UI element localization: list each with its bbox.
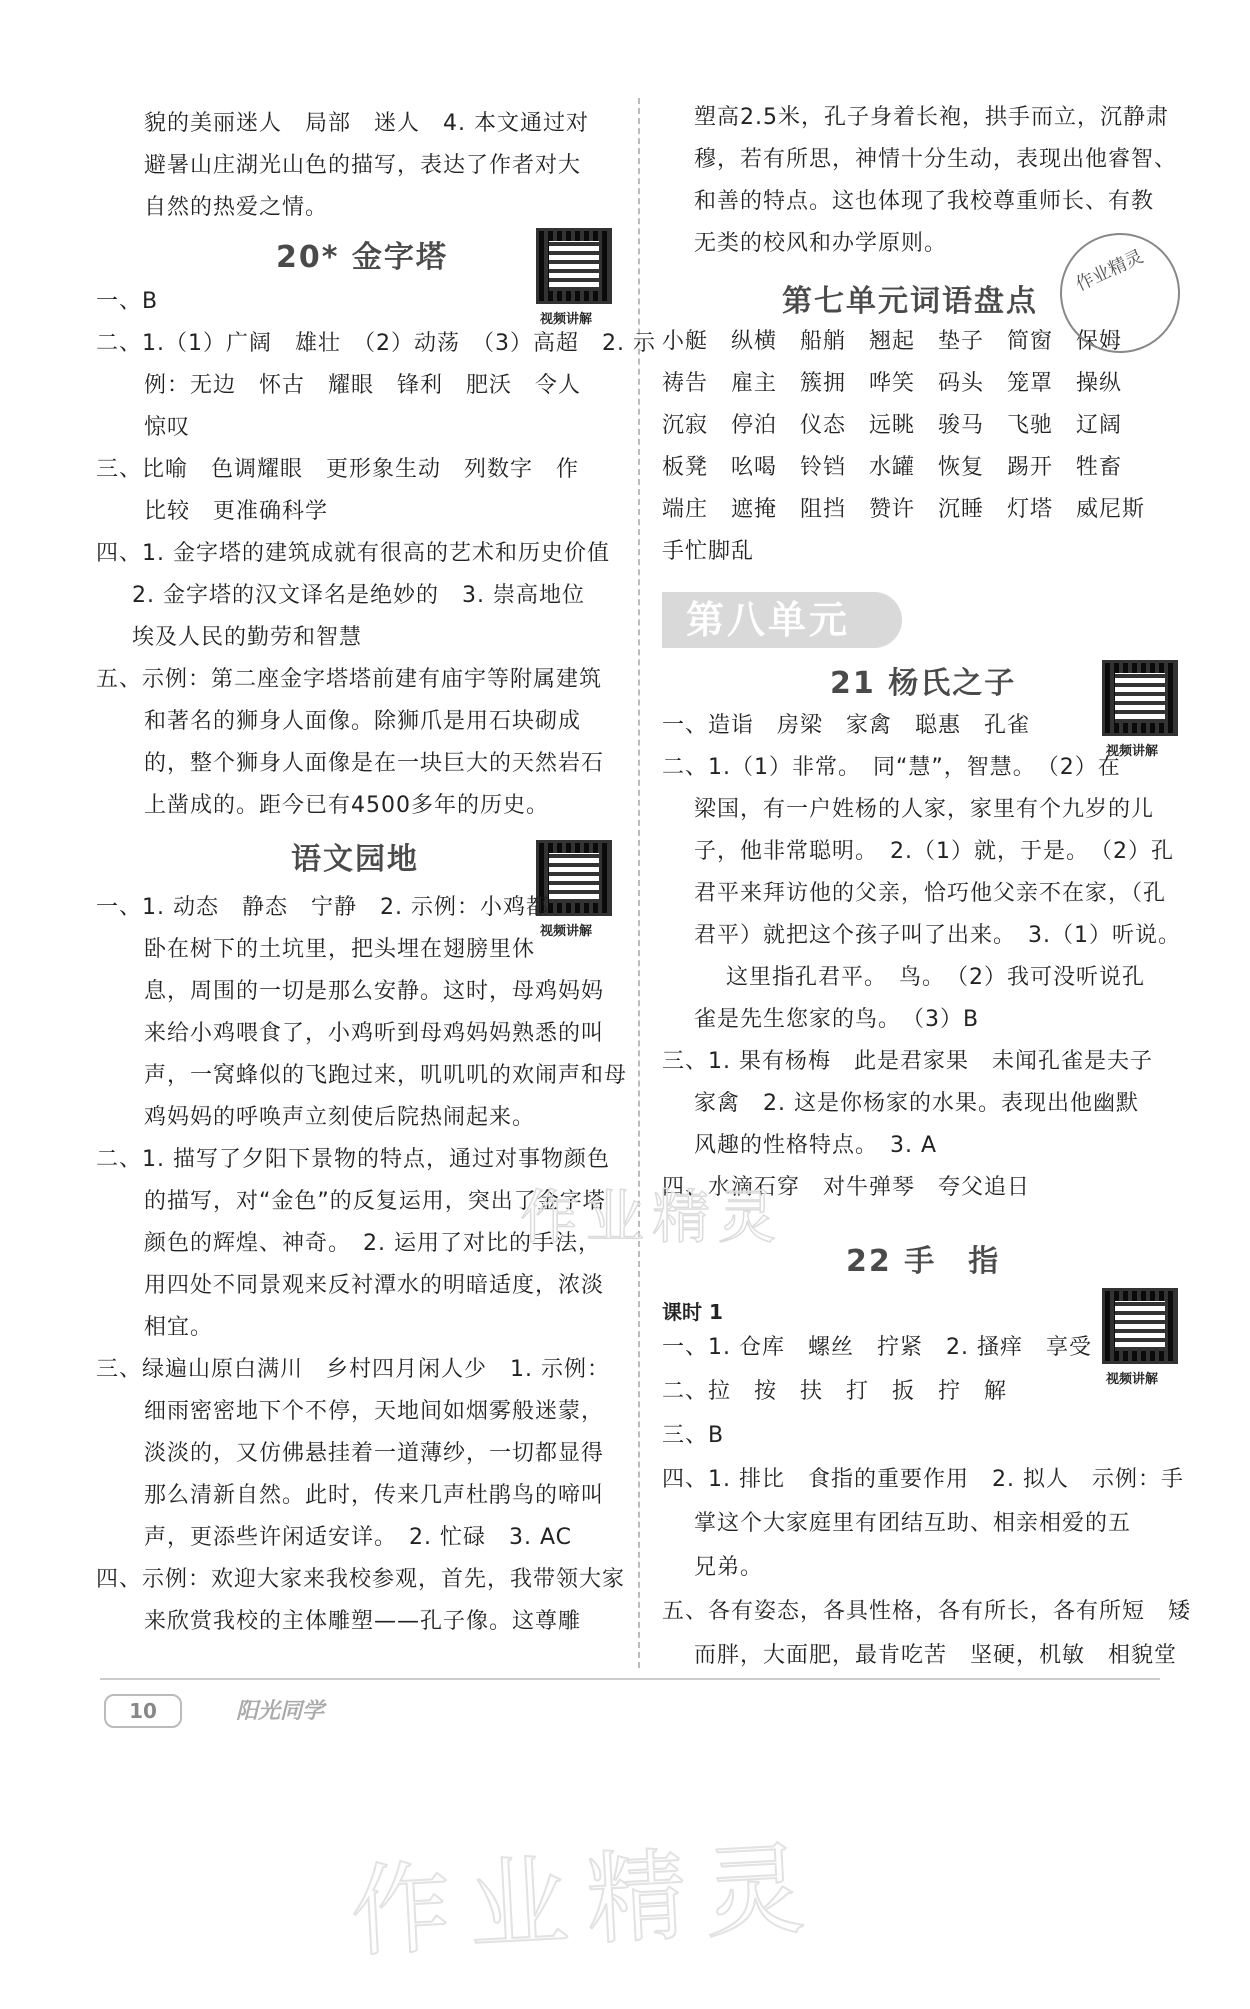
unit-banner: 第八单元 xyxy=(662,592,902,648)
text-line: 避暑山庄湖光山色的描写，表达了作者对大 xyxy=(144,153,582,178)
answer-line: 二、1. 描写了夕阳下景物的特点，通过对事物颜色 xyxy=(96,1147,610,1172)
answer-line: 二、1.（1）非常。 同“慧”，智慧。 （2）在 xyxy=(662,755,1121,780)
text-line: 貌的美丽迷人 局部 迷人 4. 本文通过对 xyxy=(144,111,589,136)
answer-line: 一、1. 动态 静态 宁静 2. 示例：小鸡都 xyxy=(96,895,549,920)
answer-line: 颜色的辉煌、神奇。 2. 运用了对比的手法， xyxy=(144,1231,601,1256)
page-number: 10 xyxy=(104,1694,182,1728)
vocab-row: 板凳 吆喝 铃铛 水罐 恢复 踢开 牲畜 xyxy=(662,455,1123,480)
answer-line: 掌这个大家庭里有团结互助、相亲相爱的五 xyxy=(694,1511,1132,1536)
answer-line: 一、B xyxy=(96,289,159,314)
qr-code-icon[interactable] xyxy=(1102,660,1178,736)
text-line: 穆，若有所思，神情十分生动，表现出他睿智、 xyxy=(694,147,1178,172)
answer-line: 淡淡的，又仿佛悬挂着一道薄纱，一切都显得 xyxy=(144,1441,605,1466)
answer-line: 这里指孔君平。 鸟。 （2）我可没听说孔 xyxy=(726,965,1145,990)
answer-line: 三、1. 果有杨梅 此是君家果 未闻孔雀是夫子 xyxy=(662,1049,1153,1074)
answer-line: 四、示例：欢迎大家来我校参观，首先，我带领大家 xyxy=(96,1567,626,1592)
qr-caption: 视频讲解 xyxy=(540,924,593,939)
answer-line: 雀是先生您家的鸟。 （3）B xyxy=(694,1007,980,1032)
answer-line: 家禽 2. 这是你杨家的水果。表现出他幽默 xyxy=(694,1091,1139,1116)
answer-line: 君平来拜访他的父亲，恰巧他父亲不在家，（孔 xyxy=(694,881,1167,906)
answer-line: 二、1.（1）广阔 雄壮 （2）动荡 （3）高超 2. 示 xyxy=(96,331,656,356)
answer-line: 来欣赏我校的主体雕塑——孔子像。这尊雕 xyxy=(144,1609,582,1634)
text-line: 塑高2.5米，孔子身着长袍，拱手而立，沉静肃 xyxy=(694,105,1169,130)
text-line: 无类的校风和办学原则。 xyxy=(694,231,948,256)
answer-line: 子，他非常聪明。 2.（1）就，于是。 （2）孔 xyxy=(694,839,1174,864)
answer-line: 和著名的狮身人面像。除狮爪是用石块砌成 xyxy=(144,709,582,734)
vocab-row: 端庄 遮掩 阻挡 赞许 沉睡 灯塔 威尼斯 xyxy=(662,497,1146,522)
answer-line: 兄弟。 xyxy=(694,1555,764,1580)
answer-line: 五、示例：第二座金字塔塔前建有庙宇等附属建筑 xyxy=(96,667,603,692)
answer-line: 用四处不同景观来反衬潭水的明暗适度，浓淡 xyxy=(144,1273,605,1298)
answer-line: 的描写，对“金色”的反复运用，突出了金字塔 xyxy=(144,1189,606,1214)
stamp-seal: 作业精灵 xyxy=(1040,213,1199,372)
lesson-period: 课时 1 xyxy=(662,1300,723,1324)
qr-caption: 视频讲解 xyxy=(1106,1372,1159,1387)
section-title: 语文园地 xyxy=(291,842,419,877)
answer-line: 梁国，有一户姓杨的人家，家里有个九岁的儿 xyxy=(694,797,1155,822)
answer-line: 四、1. 金字塔的建筑成就有很高的艺术和历史价值 xyxy=(96,541,610,566)
answer-line: 上凿成的。距今已有4500多年的历史。 xyxy=(144,793,549,818)
qr-caption: 视频讲解 xyxy=(1106,744,1159,759)
answer-line: 那么清新自然。此时，传来几声杜鹃鸟的啼叫 xyxy=(144,1483,605,1508)
answer-line: 惊叹 xyxy=(144,415,191,440)
answer-line: 细雨密密地下个不停，天地间如烟雾般迷蒙， xyxy=(144,1399,605,1424)
answer-line: 而胖，大面肥，最肯吃苦 坚硬，机敏 相貌堂 xyxy=(694,1643,1178,1668)
lesson-title: 20* 金字塔 xyxy=(276,240,448,275)
vocab-row: 沉寂 停泊 仪态 远眺 骏马 飞驰 辽阔 xyxy=(662,413,1123,438)
watermark: 作业精灵 xyxy=(520,1183,785,1251)
answer-line: 五、各有姿态，各具性格，各有所长，各有所短 矮 xyxy=(662,1599,1192,1624)
answer-line: 的，整个狮身人面像是在一块巨大的天然岩石 xyxy=(144,751,605,776)
footer-rule xyxy=(100,1678,1160,1680)
text-line: 自然的热爱之情。 xyxy=(144,195,329,220)
vocab-row: 小艇 纵横 船艄 翘起 垫子 简窗 保姆 xyxy=(662,329,1123,354)
answer-line: 卧在树下的土坑里，把头埋在翅膀里休 xyxy=(144,937,536,962)
answer-line: 三、绿遍山原白满川 乡村四月闲人少 1. 示例： xyxy=(96,1357,610,1382)
brand-logo: 阳光同学 xyxy=(236,1699,325,1724)
vocab-row: 祷告 雇主 簇拥 哗笑 码头 笼罩 操纵 xyxy=(662,371,1123,396)
answer-line: 三、比喻 色调耀眼 更形象生动 列数字 作 xyxy=(96,457,580,482)
qr-caption: 视频讲解 xyxy=(540,312,593,327)
answer-line: 三、B xyxy=(662,1423,725,1448)
answer-line: 相宜。 xyxy=(144,1315,214,1340)
lesson-title: 21 杨氏之子 xyxy=(830,666,1017,701)
answer-line: 一、造诣 房梁 家禽 聪惠 孔雀 xyxy=(662,713,1031,738)
answer-line: 一、1. 仓库 螺丝 拧紧 2. 搔痒 享受 xyxy=(662,1335,1092,1360)
answer-line: 二、拉 按 扶 打 扳 拧 解 xyxy=(662,1379,1008,1404)
answer-line: 风趣的性格特点。 3. A xyxy=(694,1133,938,1158)
answer-line: 例：无边 怀古 耀眼 锋利 肥沃 令人 xyxy=(144,373,582,398)
qr-code-icon[interactable] xyxy=(1102,1288,1178,1364)
lesson-title: 22 手 指 xyxy=(846,1244,1001,1279)
qr-code-icon[interactable] xyxy=(536,228,612,304)
answer-line: 四、1. 排比 食指的重要作用 2. 拟人 示例：手 xyxy=(662,1467,1184,1492)
vocab-title: 第七单元词语盘点 xyxy=(782,284,1038,319)
answer-line: 来给小鸡喂食了，小鸡听到母鸡妈妈熟悉的叫 xyxy=(144,1021,605,1046)
answer-line: 鸡妈妈的呼唤声立刻使后院热闹起来。 xyxy=(144,1105,536,1130)
answer-line: 声，一窝蜂似的飞跑过来，叽叽叽的欢闹声和母 xyxy=(144,1063,628,1088)
text-line: 和善的特点。这也体现了我校尊重师长、有教 xyxy=(694,189,1155,214)
answer-line: 声，更添些许闲适安详。 2. 忙碌 3. AC xyxy=(144,1525,572,1550)
answer-line: 四、水滴石穿 对牛弹琴 夸父追日 xyxy=(662,1175,1031,1200)
answer-line: 埃及人民的勤劳和智慧 xyxy=(132,625,363,650)
answer-line: 息，周围的一切是那么安静。这时，母鸡妈妈 xyxy=(144,979,605,1004)
vocab-row: 手忙脚乱 xyxy=(662,539,755,564)
answer-line: 君平）就把这个孩子叫了出来。 3.（1）听说。 xyxy=(694,923,1181,948)
watermark-large: 作业精灵 xyxy=(347,1829,826,1972)
answer-line: 2. 金字塔的汉文译名是绝妙的 3. 崇高地位 xyxy=(132,583,585,608)
answer-line: 比较 更准确科学 xyxy=(144,499,329,524)
